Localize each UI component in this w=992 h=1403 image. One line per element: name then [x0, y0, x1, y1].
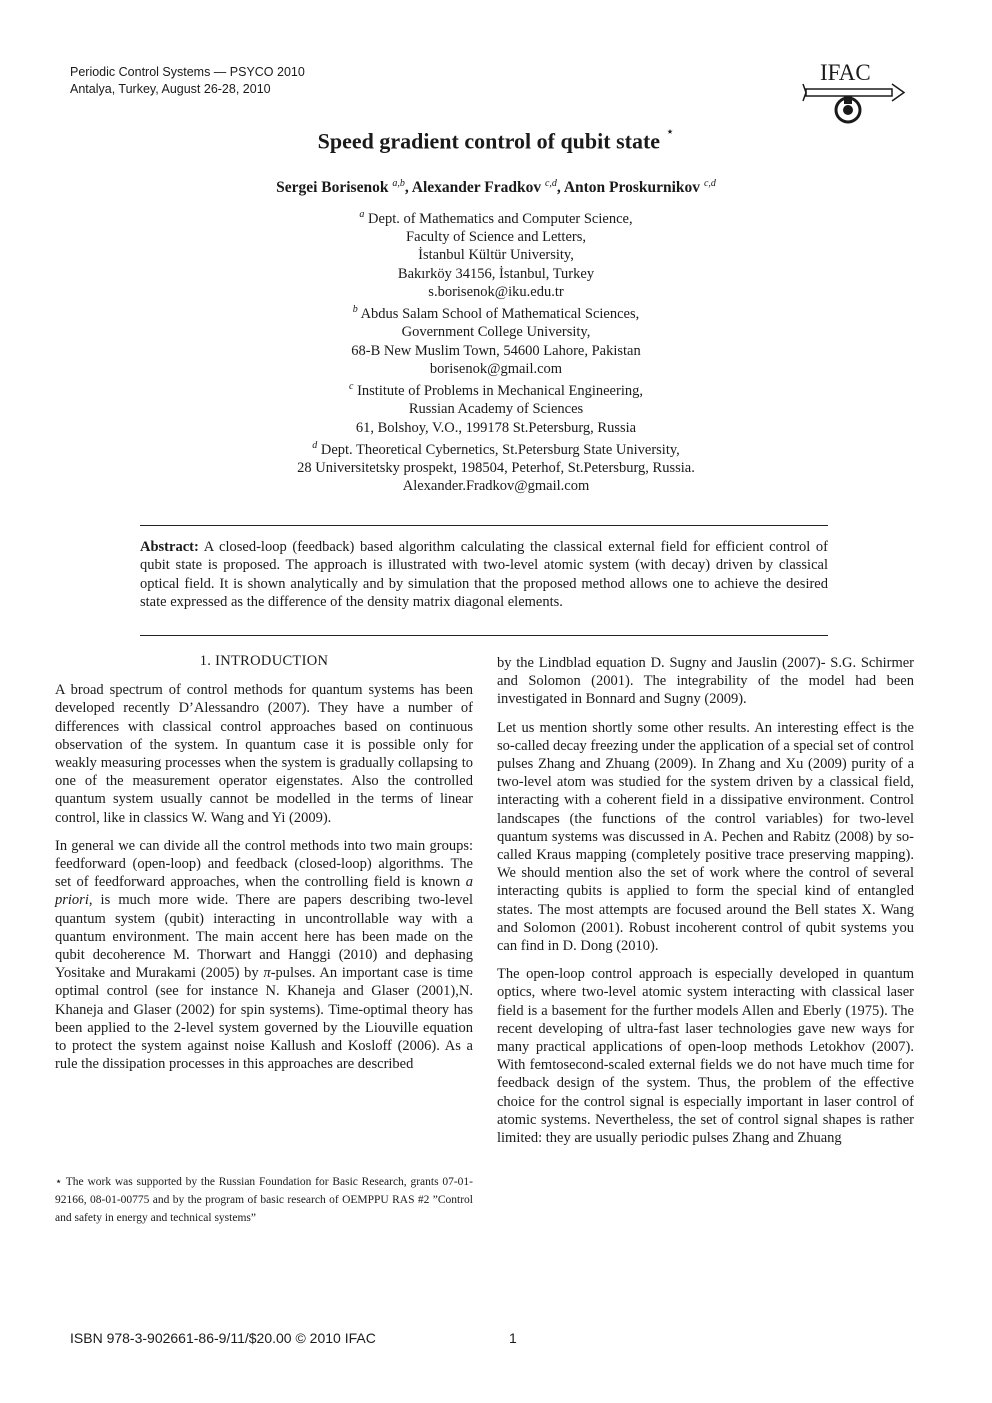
title-footnote-mark: ⋆ [665, 125, 675, 140]
affiliations [0, 206, 992, 496]
author-affil-mark: c,d [544, 178, 557, 189]
paragraph: by the Lindblad equation D. Sugny and Jauslin (2007)- S.G. Schirmer and Solomon (2001). The integrability of the model had been investigated in Bonnard and Sugny (2009). [497, 655, 914, 708]
affiliation-line: $^b$ Abdus Salam School of Mathematical Sciences, [352, 304, 640, 323]
conference-header [70, 64, 305, 98]
isbn-footer: ISBN 978-3-902661-86-9/11/$20.00 © 2010 IFAC [70, 1330, 376, 1346]
affiliation-line: 68-B New Muslim Town, 54600 Lahore, Pakistan [351, 342, 641, 359]
affiliation-email: s.borisenok@iku.edu.tr [428, 284, 564, 301]
section-heading: 1. INTRODUCTION [199, 653, 329, 669]
affiliation-line: $^a$ Dept. of Mathematics and Computer Science, [359, 209, 633, 227]
affiliation-line: 28 Universitetsky prospekt, 198504, Peterhof, St.Petersburg, Russia. [297, 460, 695, 477]
author-affil-mark: c,d [703, 178, 716, 189]
footnote-text: The work was supported by the Russian Foundation for Basic Research, grants 07-01-92166, 08-01-00775 and by the program of basic research of OEMPPU RAS #2 ”Control and safety in energy and technical systems” [55, 1176, 473, 1224]
paragraph: The open-loop control approach is especially developed in quantum optics, where two-level atomic system interacting with classical laser field is a basement for the further models Allen and Eberly (1975). The recent developing of ultra-fast laser technologies gave new ways for many practical applications of open-loop methods Letokhov (2007). With femtosecond-scaled external fields we do not have much time for feedback design of the system. Thus, the problem of the effective choice for the control signal is especially important in laser control of atomic systems. Nevertheless, the set of control signal shapes is rather limited: they are usually periodic pulses Zhang and Zhuang [497, 966, 914, 1147]
conference-location: Antalya, Turkey, August 26-28, 2010 [70, 82, 271, 96]
affiliation-line: $^c$ Institute of Problems in Mechanical Engineering, [349, 381, 643, 400]
affiliation-email: Alexander.Fradkov@gmail.com [402, 478, 590, 495]
author-name: Anton Proskurnikov [563, 179, 701, 197]
abstract-top-rule [140, 525, 828, 526]
paragraph: A broad spectrum of control methods for quantum systems has been developed recently D’Alessandro (2007). They have a number of differences with classical control approaches based on continuous observation of the system. In quantum case it is possible only for weakly measuring processes when the system is gradually collapsing to one of the measurement operator eigenstates. Also the controlled quantum system usually cannot be modelled in the terms of linear control, like in classics W. Wang and Yi (2009). [55, 682, 473, 826]
footnote-mark: ⋆ [55, 1176, 63, 1188]
affil-mark: d [312, 440, 318, 452]
column-right [497, 654, 914, 1157]
paper-title [0, 125, 992, 154]
paragraph: In general we can divide all the control methods into two main groups: feedforward (open-loop) and feedback (closed-loop) algorithms. The set of feedforward approaches, when the controlling field is known a priori, is much more wide. There are papers describing two-level quantum system (qubit) interacting in uncontrollable way with a quantum environment. The main accent here has been made on the qubit decoherence M. Thorwart and Hanggi (2010) and dephasing Yositake and Murakami (2005) by π-pulses. An important case is time optimal control (see for instance N. Khaneja and Glaser (2001),N. Khaneja and Glaser (2002) for spin systems). Time-optimal theory has been applied to the 2-level system governed by the Liouville equation to protect the system against noise Kallush and Kosloff (2006). As a rule the dissipation processes in this approaches are described [55, 837, 473, 1073]
affiliation-line: Government College University, [401, 324, 591, 341]
affiliation-line: Bakırköy 34156, İstanbul, Turkey [397, 265, 595, 282]
author-affil-mark: a,b [392, 178, 405, 189]
affil-mark: c [349, 381, 354, 393]
paragraph: Let us mention shortly some other results. An interesting effect is the so-called decay freezing under the application of a special set of control pulses Zhang and Zhuang (2009). In Zhang and Xu (2009) purity of a two-level atom was studied for the system driven by a classical field, interacting with a coherent field in a dissipative environment. Control landscapes (the functions of the control variables) for two-level quantum systems was discussed in A. Pechen and Rabitz (2008) by so-called Kraus mapping (completely positive trace preserving mapping). We should mention also the set of work where the control of several interacting qubits is applied to form the special kind of entangled states. The most attempts are focused around the Bell states X. Wang and Solomon (2001). Robust incoherent control of qubit systems you can find in D. Dong (2010). [497, 719, 914, 955]
page-number: 1 [509, 1330, 517, 1346]
abstract-bottom-rule [140, 635, 828, 636]
ifac-logo-icon [800, 58, 908, 130]
affiliation-line: İstanbul Kültür University, [418, 247, 574, 264]
affil-mark: b [352, 304, 358, 316]
affil-mark: a [359, 209, 365, 220]
conference-name: Periodic Control Systems — PSYCO 2010 [70, 65, 305, 79]
affiliation-email: borisenok@gmail.com [429, 361, 563, 378]
affiliation-line: 61, Bolshoy, V.O., 199178 St.Petersburg, Russia [355, 419, 637, 436]
affiliation-line: Russian Academy of Sciences [408, 401, 584, 418]
footnote [55, 1173, 473, 1227]
abstract-text: A closed-loop (feedback) based algorithm calculating the classical external field for efficient control of qubit state is proposed. The approach is illustrated with two-level atomic system (with decay) driven by classical optical field. It is shown analytically and by simulation that the proposed method allows one to achieve the desired state expressed as the difference of the density matrix diagonal elements. [140, 539, 828, 610]
author-name: Sergei Borisenok [276, 179, 389, 197]
affiliation-line: $^d$ Dept. Theoretical Cybernetics, St.Petersburg State University, [312, 440, 680, 458]
author-name: Alexander Fradkov [411, 179, 542, 197]
title-text: Speed gradient control of qubit state [317, 128, 661, 154]
affiliation-line: Faculty of Science and Letters, [406, 229, 586, 246]
abstract-label: Abstract: [140, 539, 199, 555]
author-list: Sergei Borisenok $^{a,b}$, Alexander Fradkov $^{c,d}$, Anton Proskurnikov $^{c,d}$ [276, 178, 716, 197]
abstract [140, 538, 828, 611]
column-left [55, 652, 473, 1083]
logo-text: IFAC [820, 60, 871, 85]
